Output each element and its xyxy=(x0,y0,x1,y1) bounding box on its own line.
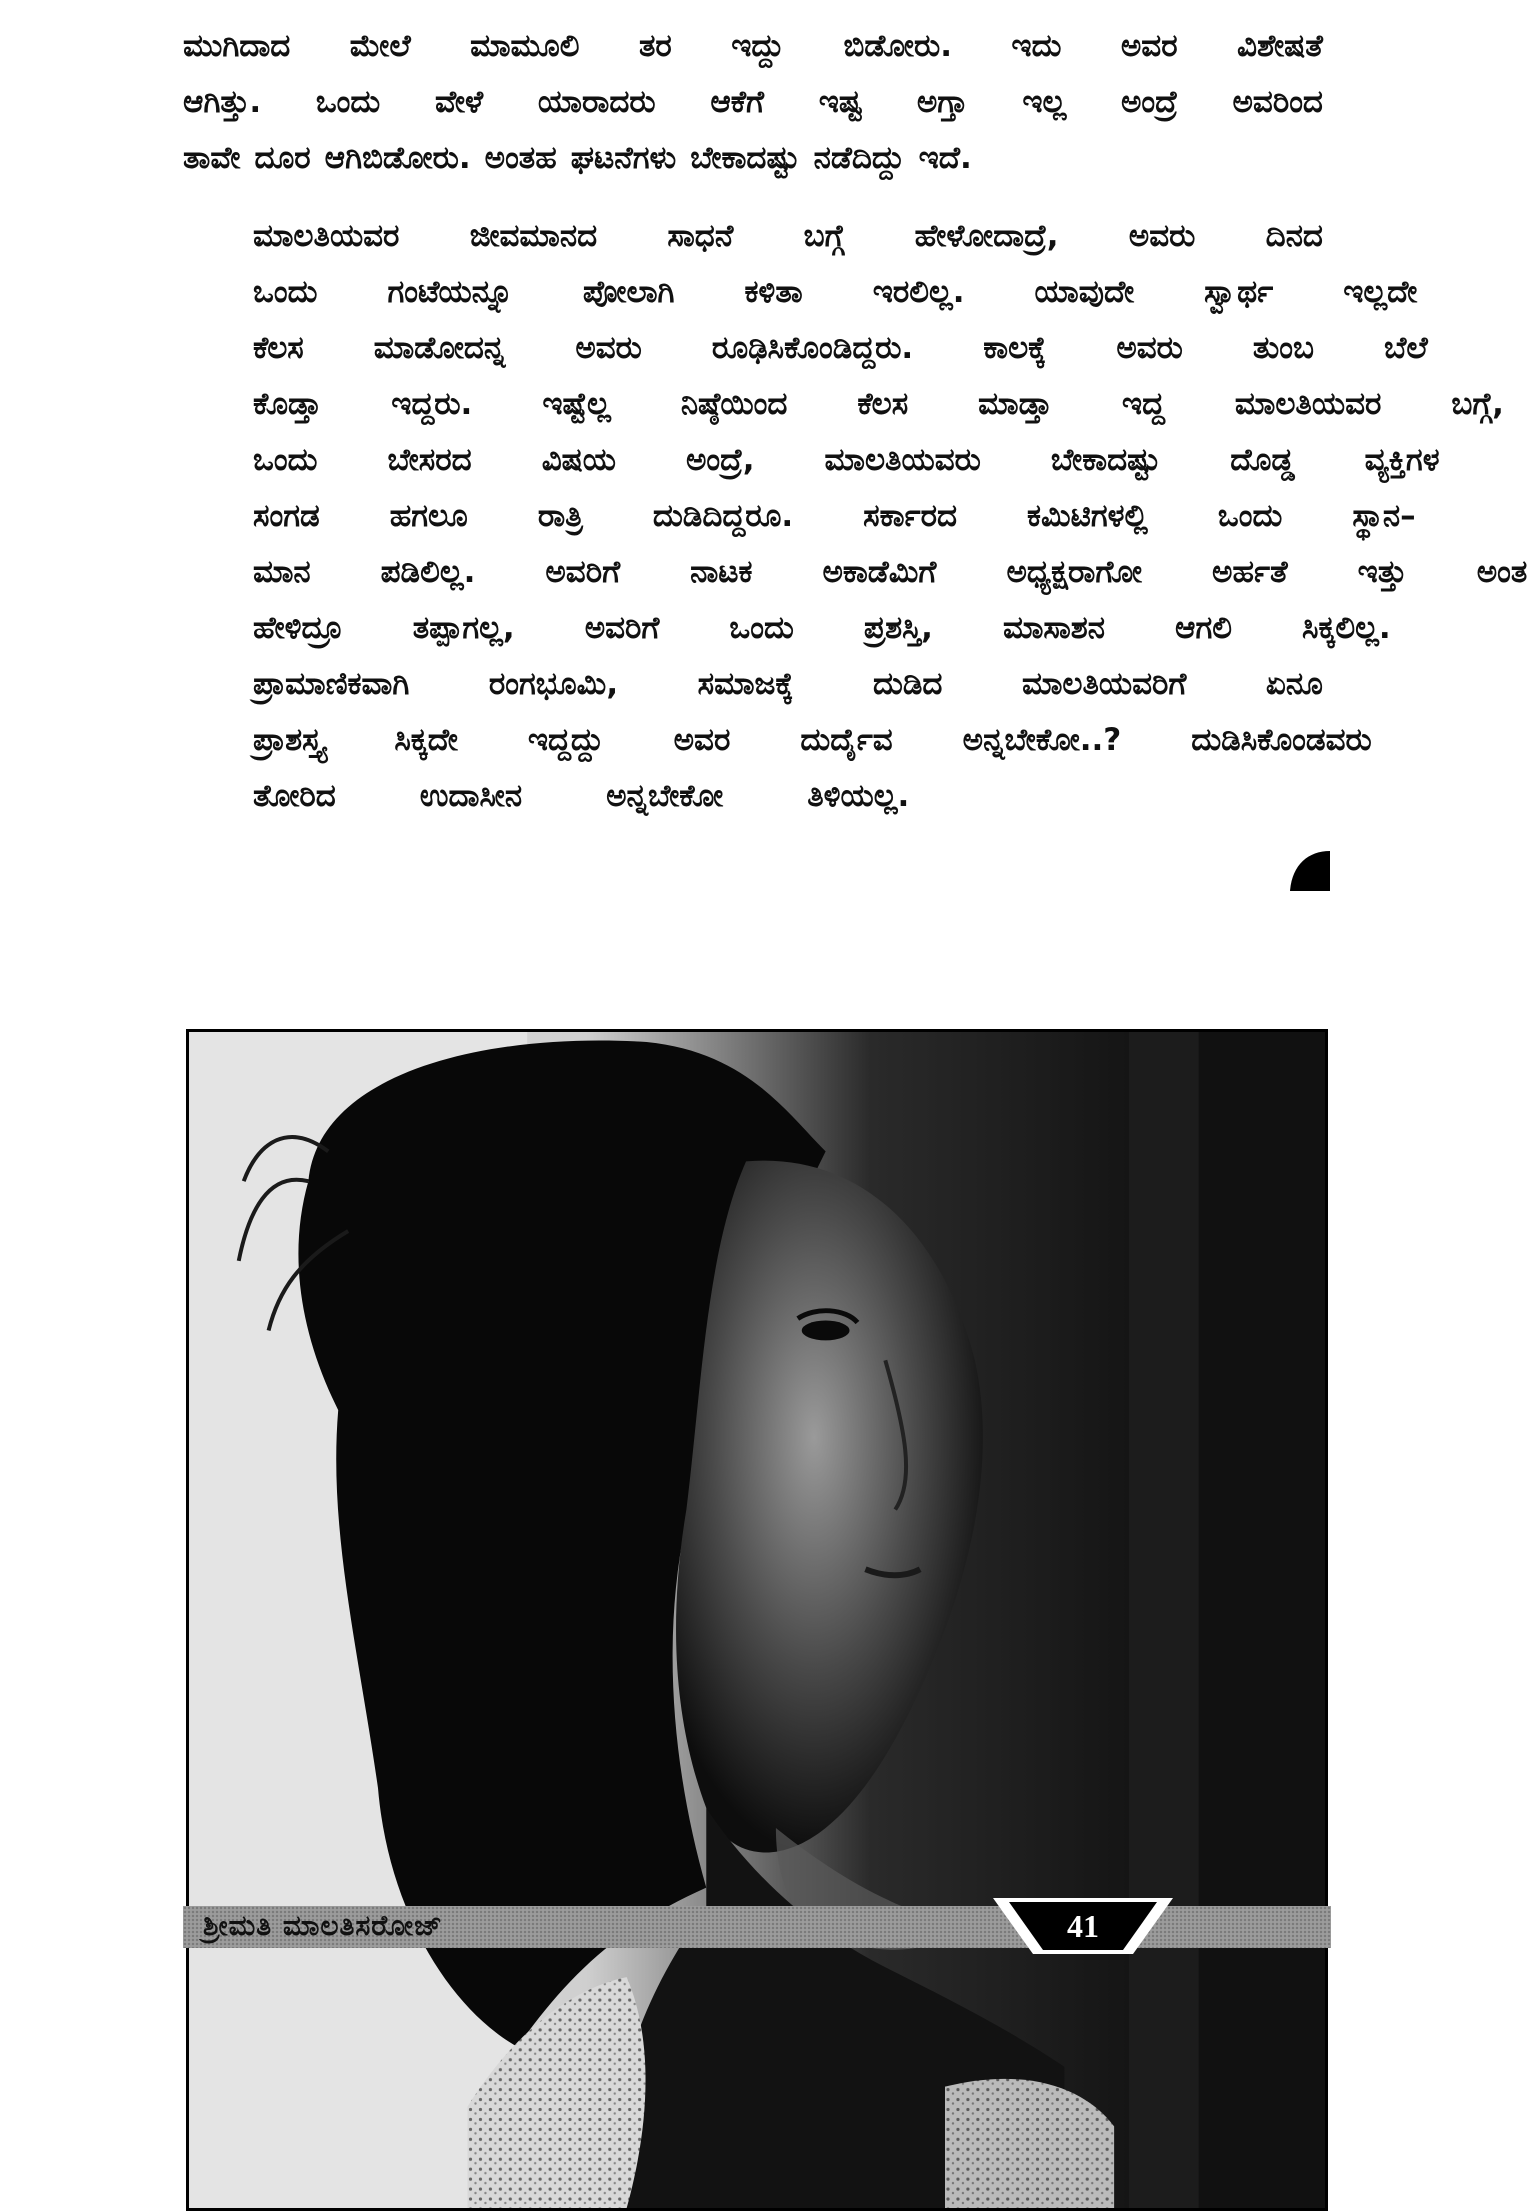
text-line: ತೋರಿದ ಉದಾಸೀನ ಅನ್ನಬೇಕೋ ತಿಳಿಯಲ್ಲ. xyxy=(253,778,910,814)
text-line: ಸಂಗಡ ಹಗಲೂ ರಾತ್ರಿ ದುಡಿದಿದ್ದರೂ. ಸರ್ಕಾರದ ಕಮಿಟಿಗಳಲ್ಲಿ ಒಂದು ಸ್ಥಾನ– xyxy=(253,498,1416,534)
text-line: ಆಗಿತ್ತು. ಒಂದು ವೇಳೆ ಯಾರಾದರು ಆಕೆಗೆ ಇಷ್ಟ ಅಗ್ತಾ ಇಲ್ಲ ಅಂದ್ರೆ ಅವರಿಂದ xyxy=(183,84,1323,120)
page-footer xyxy=(183,1898,1331,1954)
text-line: ಒಂದು ಗಂಟೆಯನ್ನೂ ಪೋಲಾಗಿ ಕಳಿತಾ ಇರಲಿಲ್ಲ. ಯಾವುದೇ ಸ್ವಾರ್ಥ ಇಲ್ಲದೇ xyxy=(253,274,1418,310)
portrait-photo xyxy=(186,1029,1328,2211)
text-line: ಕೊಡ್ತಾ ಇದ್ದರು. ಇಷ್ಟೆಲ್ಲ ನಿಷ್ಠೆಯಿಂದ ಕೆಲಸ ಮಾಡ್ತಾ ಇದ್ದ ಮಾಲತಿಯವರ ಬಗ್ಗೆ, xyxy=(253,386,1504,422)
text-line: ಮಾಲತಿಯವರ ಜೀವಮಾನದ ಸಾಧನೆ ಬಗ್ಗೆ ಹೇಳೋದಾದ್ರೆ, ಅವರು ದಿನದ xyxy=(253,218,1323,254)
paragraph-1 xyxy=(183,18,1323,186)
text-line: ಹೇಳಿದ್ರೂ ತಪ್ಪಾಗಲ್ಲ, ಅವರಿಗೆ ಒಂದು ಪ್ರಶಸ್ತಿ, ಮಾಸಾಶನ ಆಗಲಿ ಸಿಕ್ಕಲಿಲ್ಲ. xyxy=(253,610,1391,646)
text-line: ಮಾನ ಪಡಿಲಿಲ್ಲ. ಅವರಿಗೆ ನಾಟಕ ಅಕಾಡೆಮಿಗೆ ಅಧ್ಯಕ್ಷರಾಗೋ ಅರ್ಹತೆ ಇತ್ತು ಅಂತ xyxy=(253,554,1527,590)
text-line: ಮುಗಿದಾದ ಮೇಲೆ ಮಾಮೂಲಿ ತರ ಇದ್ದು ಬಿಡೋರು. ಇದು ಅವರ ವಿಶೇಷತೆ xyxy=(183,28,1323,64)
text-line: ತಾವೇ ದೂರ ಆಗಿಬಿಡೋರು. ಅಂತಹ ಘಟನೆಗಳು ಬೇಕಾದಷ್ಟು ನಡೆದಿದ್ದು ಇದೆ. xyxy=(183,140,972,176)
text-line: ಕೆಲಸ ಮಾಡೋದನ್ನ ಅವರು ರೂಢಿಸಿಕೊಂಡಿದ್ದರು. ಕಾಲಕ್ಕೆ ಅವರು ತುಂಬ ಬೆಲೆ xyxy=(253,330,1428,366)
text-line: ಪ್ರಾಮಾಣಿಕವಾಗಿ ರಂಗಭೂಮಿ, ಸಮಾಜಕ್ಕೆ ದುಡಿದ ಮಾಲತಿಯವರಿಗೆ ಏನೂ xyxy=(253,666,1323,702)
text-line: ಪ್ರಾಶಸ್ತ್ಯ ಸಿಕ್ಕದೇ ಇದ್ದದ್ದು ಅವರ ದುರ್ದೈವ ಅನ್ನಬೇಕೋ..? ದುಡಿಸಿಕೊಂಡವರು xyxy=(253,722,1372,758)
portrait-image xyxy=(189,1032,1325,2208)
page-number: 41 xyxy=(1067,1908,1099,1944)
paragraph-2 xyxy=(183,208,1527,824)
section-end-mark-icon xyxy=(1290,851,1330,891)
book-title: ಶ್ರೀಮತಿ ಮಾಲತಿಸರೋಜ್ xyxy=(203,1909,443,1942)
article-body xyxy=(183,18,1527,824)
text-line: ಒಂದು ಬೇಸರದ ವಿಷಯ ಅಂದ್ರೆ, ಮಾಲತಿಯವರು ಬೇಕಾದಷ್ಟು ದೊಡ್ಡ ವ್ಯಕ್ತಿಗಳ xyxy=(253,442,1440,478)
